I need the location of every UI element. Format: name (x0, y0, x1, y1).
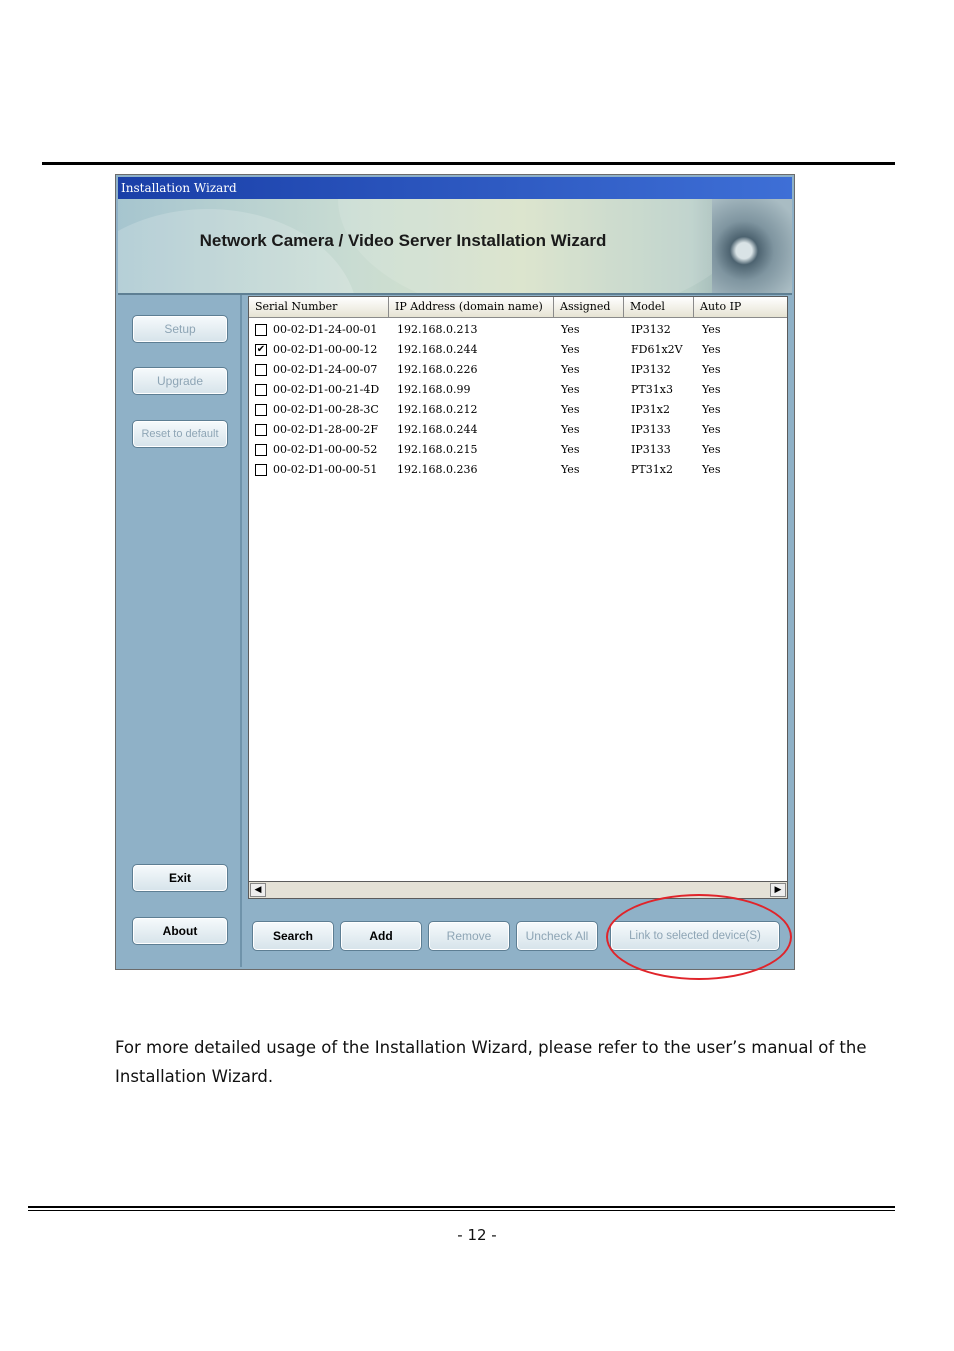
banner-decoration (118, 209, 358, 293)
table-row[interactable] (249, 360, 787, 380)
page-number: - 12 - (457, 1226, 497, 1244)
cell-ip: 192.168.0.244 (397, 423, 478, 436)
body-paragraph: For more detailed usage of the Installation Wizard, please refer to the user’s manual of the Installation Wizard. (115, 1038, 867, 1086)
cell-assigned: Yes (561, 363, 580, 376)
top-rule (42, 162, 895, 165)
checked-checkbox[interactable]: ✔ (256, 344, 266, 355)
cell-serial: 00-02-D1-00-00-12 (273, 343, 378, 356)
search-button[interactable]: Search (252, 921, 334, 951)
cell-auto-ip: Yes (702, 383, 721, 396)
checkbox[interactable] (255, 404, 267, 416)
cell-serial: 00-02-D1-00-28-3C (273, 403, 379, 416)
scroll-right-icon[interactable]: ▶ (770, 883, 786, 897)
cell-serial: 00-02-D1-00-00-51 (273, 463, 378, 476)
cell-assigned: Yes (561, 323, 580, 336)
scroll-left-icon[interactable]: ◀ (250, 883, 266, 897)
cell-model: PT31x2 (631, 463, 673, 476)
cell-auto-ip: Yes (702, 343, 721, 356)
cell-auto-ip: Yes (702, 323, 721, 336)
reset-to-default-button[interactable]: Reset to default (132, 420, 228, 448)
cell-assigned: Yes (561, 443, 580, 456)
cell-assigned: Yes (561, 463, 580, 476)
cell-ip: 192.168.0.212 (397, 403, 478, 416)
highlight-ellipse (606, 894, 792, 980)
device-list-header (249, 297, 787, 318)
cell-auto-ip: Yes (702, 363, 721, 376)
cell-model: FD61x2V (631, 343, 683, 356)
sidebar (118, 295, 242, 967)
checkbox[interactable] (255, 384, 267, 396)
upgrade-button[interactable]: Upgrade (132, 367, 228, 395)
cell-ip: 192.168.0.226 (397, 363, 478, 376)
cell-auto-ip: Yes (702, 463, 721, 476)
table-row[interactable] (249, 320, 787, 340)
column-header-model[interactable]: Model (624, 297, 694, 317)
table-row[interactable] (249, 440, 787, 460)
column-header-ip[interactable]: IP Address (domain name) (389, 297, 554, 317)
cell-serial: 00-02-D1-24-00-07 (273, 363, 378, 376)
checkbox[interactable] (255, 424, 267, 436)
checkbox[interactable] (255, 464, 267, 476)
cell-serial: 00-02-D1-00-00-52 (273, 443, 378, 456)
cell-auto-ip: Yes (702, 443, 721, 456)
table-row[interactable] (249, 420, 787, 440)
cell-model: IP3132 (631, 363, 671, 376)
remove-button[interactable]: Remove (428, 921, 510, 951)
checkbox[interactable] (255, 364, 267, 376)
cell-model: IP31x2 (631, 403, 670, 416)
cell-ip: 192.168.0.236 (397, 463, 478, 476)
setup-button[interactable]: Setup (132, 315, 228, 343)
checkbox[interactable] (255, 324, 267, 336)
cell-assigned: Yes (561, 423, 580, 436)
cell-serial: 00-02-D1-00-21-4D (273, 383, 380, 396)
cell-serial: 00-02-D1-28-00-2F (273, 423, 379, 436)
cell-model: PT31x3 (631, 383, 673, 396)
bottom-rule (28, 1206, 895, 1211)
cell-auto-ip: Yes (702, 423, 721, 436)
wizard-banner (118, 199, 792, 293)
exit-button[interactable]: Exit (132, 864, 228, 892)
cell-auto-ip: Yes (702, 403, 721, 416)
cell-assigned: Yes (561, 403, 580, 416)
link-to-selected-device-button[interactable]: Link to selected device(S) (610, 921, 780, 951)
add-button[interactable]: Add (340, 921, 422, 951)
banner-title: Network Camera / Video Server Installation Wizard (199, 231, 607, 250)
cell-ip: 192.168.0.215 (397, 443, 478, 456)
table-row[interactable] (249, 400, 787, 420)
column-header-auto-ip[interactable]: Auto IP (694, 297, 787, 317)
device-list[interactable] (248, 296, 788, 891)
cell-assigned: Yes (561, 343, 580, 356)
window-titlebar: Installation Wizard (118, 177, 792, 199)
uncheck-all-button[interactable]: Uncheck All (516, 921, 598, 951)
checkbox[interactable] (255, 444, 267, 456)
cell-assigned: Yes (561, 383, 580, 396)
cell-model: IP3133 (631, 423, 671, 436)
cell-ip: 192.168.0.213 (397, 323, 478, 336)
column-header-assigned[interactable]: Assigned (554, 297, 624, 317)
about-button[interactable]: About (132, 917, 228, 945)
cell-model: IP3132 (631, 323, 671, 336)
installation-wizard-window (115, 174, 795, 970)
table-row[interactable] (249, 380, 787, 400)
cell-ip: 192.168.0.99 (397, 383, 471, 396)
column-header-serial[interactable]: Serial Number (249, 297, 389, 317)
table-row[interactable] (249, 460, 787, 480)
cell-model: IP3133 (631, 443, 671, 456)
cell-serial: 00-02-D1-24-00-01 (273, 323, 378, 336)
table-row[interactable] (249, 340, 787, 360)
cell-ip: 192.168.0.244 (397, 343, 478, 356)
